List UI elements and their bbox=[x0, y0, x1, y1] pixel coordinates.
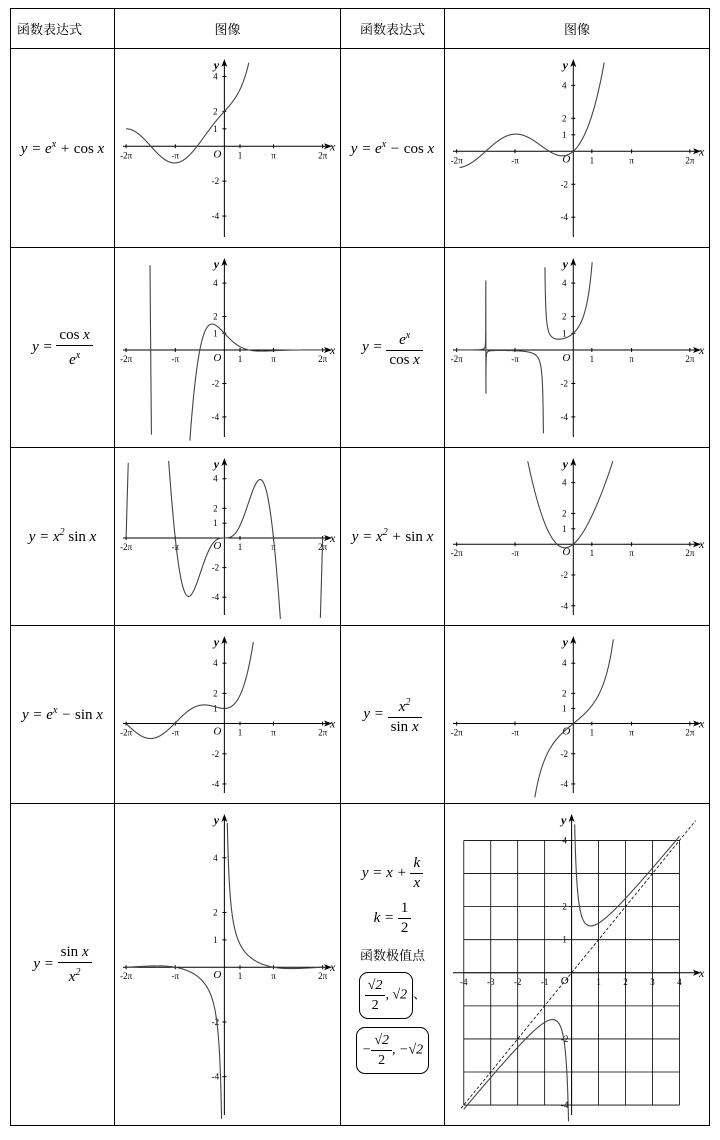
x-tick-label: 1 bbox=[237, 354, 243, 365]
y-tick-label: 1 bbox=[562, 129, 567, 140]
y-tick-label: -2 bbox=[560, 378, 569, 389]
origin-label: O bbox=[560, 974, 569, 987]
plot-group bbox=[120, 457, 336, 619]
x-tick-label: 2π bbox=[318, 727, 328, 738]
expr-exp-minus-cos: $y = e^x - \cos x$ bbox=[341, 49, 445, 248]
x-tick-label: -2π bbox=[120, 354, 133, 365]
y-tick-label: 4 bbox=[562, 477, 567, 488]
x-tick-label: 1 bbox=[237, 150, 243, 161]
y-axis-label: y bbox=[562, 58, 568, 72]
plot-group bbox=[451, 58, 705, 237]
y-tick-label: -2 bbox=[560, 1033, 569, 1044]
y-axis-label: y bbox=[213, 257, 220, 271]
x-tick-label: π bbox=[271, 354, 276, 365]
graph-cell bbox=[445, 248, 710, 448]
x-tick-label: 2 bbox=[623, 976, 628, 987]
x-axis-label: x bbox=[699, 965, 705, 980]
plot-group bbox=[120, 635, 336, 793]
y-tick-label: -4 bbox=[560, 212, 569, 223]
y-tick-label: 4 bbox=[213, 71, 218, 82]
graph-cos-over-exp bbox=[115, 248, 340, 447]
y-tick-label: 2 bbox=[213, 311, 218, 322]
x-tick-label: π bbox=[271, 541, 276, 552]
x-tick-label: π bbox=[271, 150, 276, 161]
plot-group bbox=[453, 813, 705, 1121]
y-tick-label: -2 bbox=[211, 378, 220, 389]
x-tick-label: -π bbox=[171, 541, 180, 552]
x-axis-label: x bbox=[330, 716, 336, 731]
y-tick-label: 4 bbox=[562, 658, 567, 669]
x-tick-label: 1 bbox=[237, 971, 243, 982]
function-curve bbox=[150, 265, 323, 440]
y-tick-label: 4 bbox=[562, 278, 567, 289]
y-axis-label: y bbox=[213, 813, 220, 827]
expr-sin-over-x2: y = $\frac{\text{sin x}}{x^2}$ bbox=[11, 804, 115, 1126]
y-tick-label: 2 bbox=[562, 508, 567, 519]
expr-x-plus-k-over-x bbox=[341, 804, 445, 1126]
x-tick-label: -π bbox=[511, 727, 519, 738]
origin-label: O bbox=[213, 969, 222, 982]
y-tick-label: 1 bbox=[213, 328, 218, 339]
y-tick-label: 4 bbox=[213, 852, 218, 863]
x-tick-label: -π bbox=[511, 548, 519, 559]
x-axis-label: x bbox=[699, 716, 705, 731]
x-tick-label: -π bbox=[511, 354, 519, 365]
x-tick-label: 1 bbox=[237, 727, 243, 738]
axes bbox=[450, 262, 697, 437]
x-tick-label: -2π bbox=[450, 548, 463, 559]
expr-cos-over-exp: y = $\frac{\text{cos x}}{e^x}$ bbox=[11, 248, 115, 448]
y-tick-label: 2 bbox=[213, 106, 218, 117]
x-tick-label: 1 bbox=[589, 548, 595, 559]
y-tick-label: 1 bbox=[213, 703, 218, 714]
x-tick-label: 2π bbox=[685, 155, 695, 166]
x-axis-label: x bbox=[699, 537, 705, 552]
origin-label: O bbox=[562, 153, 571, 166]
y-axis-label: y bbox=[562, 635, 568, 649]
graph-cell bbox=[115, 626, 341, 804]
y-axis-label: y bbox=[213, 58, 220, 72]
graph-exp-minus-cos bbox=[445, 49, 709, 247]
x-tick-label: π bbox=[271, 727, 276, 738]
axes bbox=[450, 462, 697, 615]
x-axis-label: x bbox=[699, 343, 705, 358]
graph-cell bbox=[445, 49, 710, 248]
x-tick-label: -3 bbox=[486, 976, 495, 987]
graph-x-plus-k-over-x bbox=[445, 804, 709, 1125]
x-tick-label: π bbox=[271, 971, 276, 982]
x-axis-label: x bbox=[330, 530, 336, 545]
x-axis-label: x bbox=[330, 343, 336, 358]
y-axis-label: y bbox=[213, 457, 220, 471]
origin-label: O bbox=[562, 725, 571, 738]
origin-label: O bbox=[213, 148, 222, 161]
func-formula: y = x + $\frac{k}{x}$ bbox=[341, 855, 444, 892]
x-tick-label: -π bbox=[511, 155, 519, 166]
graph-cell bbox=[115, 448, 341, 626]
x-axis-label: x bbox=[330, 139, 336, 154]
y-tick-label: -4 bbox=[211, 211, 220, 222]
function-curve bbox=[457, 262, 592, 433]
x-tick-label: π bbox=[629, 548, 634, 559]
x-tick-label: 1 bbox=[237, 541, 243, 552]
x-tick-label: π bbox=[629, 155, 634, 166]
header-expression-2: 函数表达式 bbox=[341, 9, 445, 49]
x-tick-label: -2π bbox=[450, 155, 463, 166]
asymptote-line bbox=[461, 821, 696, 1109]
extreme-point-1: $\frac{√2}{2}$ , √2 、 bbox=[341, 972, 444, 1019]
y-tick-label: 1 bbox=[213, 934, 218, 945]
expr-exp-over-cos: y = $\frac{e^x}{\text{cos x}}$ bbox=[341, 248, 445, 448]
x-tick-label: 2π bbox=[318, 971, 328, 982]
y-tick-label: 1 bbox=[213, 518, 218, 529]
x-tick-label: 4 bbox=[677, 976, 682, 987]
x-tick-label: 2π bbox=[685, 727, 695, 738]
y-tick-label: 4 bbox=[562, 835, 567, 846]
origin-label: O bbox=[562, 352, 571, 365]
x-tick-label: 1 bbox=[589, 155, 595, 166]
plot-group bbox=[451, 257, 705, 437]
y-axis-label: y bbox=[560, 813, 567, 827]
origin-label: O bbox=[562, 546, 571, 559]
y-tick-label: 2 bbox=[562, 113, 567, 124]
graph-x2-over-sin bbox=[445, 626, 709, 803]
plot-group bbox=[451, 457, 705, 615]
y-tick-label: -4 bbox=[211, 778, 220, 789]
x-tick-label: -2π bbox=[120, 541, 133, 552]
extreme-label: 函数极值点 bbox=[359, 949, 425, 964]
graph-cell bbox=[445, 804, 710, 1126]
x-tick-label: -π bbox=[171, 150, 180, 161]
y-tick-label: -4 bbox=[560, 600, 569, 611]
y-tick-label: 2 bbox=[213, 907, 218, 918]
header-graph-2: 图像 bbox=[445, 9, 710, 49]
point-separator: 、 bbox=[413, 987, 427, 1003]
graph-x2-sin bbox=[115, 448, 340, 625]
y-tick-label: 1 bbox=[562, 934, 567, 945]
y-tick-label: -2 bbox=[211, 176, 220, 187]
axes bbox=[453, 818, 697, 1115]
y-tick-label: 2 bbox=[213, 688, 218, 699]
x-tick-label: -2π bbox=[450, 354, 463, 365]
x-tick-label: π bbox=[629, 354, 634, 365]
y-tick-label: 4 bbox=[213, 278, 218, 289]
x-axis-label: x bbox=[330, 960, 336, 975]
x-tick-label: 2π bbox=[685, 548, 695, 559]
graph-cell bbox=[115, 49, 341, 248]
header-expression-1: 函数表达式 bbox=[11, 9, 115, 49]
function-curve bbox=[126, 63, 249, 163]
x-tick-label: 3 bbox=[650, 976, 655, 987]
x-tick-label: -4 bbox=[460, 976, 468, 987]
plot-group bbox=[120, 257, 336, 441]
x-tick-label: -2π bbox=[120, 150, 133, 161]
y-tick-label: -4 bbox=[560, 1100, 569, 1111]
y-tick-label: 2 bbox=[213, 503, 218, 514]
origin-label: O bbox=[213, 725, 222, 738]
y-tick-label: -4 bbox=[211, 1071, 220, 1082]
graph-exp-over-cos bbox=[445, 248, 709, 447]
x-tick-label: -2π bbox=[120, 971, 133, 982]
x-tick-label: π bbox=[629, 727, 634, 738]
y-tick-label: -2 bbox=[560, 179, 569, 190]
y-tick-label: 1 bbox=[562, 523, 567, 534]
x-tick-label: -π bbox=[171, 354, 180, 365]
y-axis-label: y bbox=[562, 457, 568, 471]
header-graph-1: 图像 bbox=[115, 9, 341, 49]
x-axis-label: x bbox=[699, 144, 705, 159]
x-tick-label: 1 bbox=[589, 727, 595, 738]
x-tick-label: -2 bbox=[513, 976, 522, 987]
expr-x2-plus-sin: $y = x^2 + \sin x$ bbox=[341, 448, 445, 626]
x-tick-label: 1 bbox=[596, 976, 601, 987]
x-tick-label: -1 bbox=[540, 976, 549, 987]
origin-label: O bbox=[213, 539, 222, 552]
x-tick-label: 1 bbox=[589, 354, 595, 365]
y-tick-label: 4 bbox=[213, 658, 218, 669]
graph-x2-plus-sin bbox=[445, 448, 709, 625]
y-tick-label: -2 bbox=[211, 748, 220, 759]
y-tick-label: -2 bbox=[560, 748, 569, 759]
x-tick-label: 2π bbox=[318, 150, 328, 161]
y-tick-label: -4 bbox=[560, 778, 569, 789]
y-tick-label: -4 bbox=[211, 411, 220, 422]
y-axis-label: y bbox=[562, 257, 568, 271]
y-tick-label: 4 bbox=[213, 473, 218, 484]
y-tick-label: -4 bbox=[211, 592, 220, 603]
x-tick-label: -π bbox=[171, 971, 180, 982]
function-curve bbox=[460, 63, 605, 168]
y-tick-label: -2 bbox=[211, 1016, 220, 1027]
expr-exp-minus-sin: $y = e^x - \sin x$ bbox=[11, 626, 115, 804]
expr-exp-plus-cos: $y = e^x + \cos x$ bbox=[11, 49, 115, 248]
y-axis-label: y bbox=[213, 635, 220, 649]
graph-sin-over-x2 bbox=[115, 804, 340, 1125]
extreme-point-2: − $\frac{√2}{2}$ , −√2 bbox=[341, 1027, 444, 1074]
y-tick-label: -2 bbox=[211, 562, 220, 573]
graph-cell bbox=[445, 448, 710, 626]
axes bbox=[123, 818, 328, 1115]
x-tick-label: 2π bbox=[318, 354, 328, 365]
graph-cell bbox=[445, 626, 710, 804]
x-tick-label: 2π bbox=[685, 354, 695, 365]
function-curve bbox=[528, 461, 613, 548]
origin-label: O bbox=[213, 352, 222, 365]
y-tick-label: -2 bbox=[560, 569, 569, 580]
k-value: k = $\frac{1}{2}$ bbox=[341, 900, 444, 937]
y-tick-label: 4 bbox=[562, 80, 567, 91]
plot-group bbox=[120, 58, 336, 237]
y-tick-label: 2 bbox=[562, 688, 567, 699]
y-tick-label: 1 bbox=[213, 123, 218, 134]
y-tick-label: 2 bbox=[562, 901, 567, 912]
graph-exp-plus-cos bbox=[115, 49, 340, 247]
y-tick-label: 1 bbox=[562, 328, 567, 339]
x-tick-label: 2π bbox=[318, 541, 328, 552]
graph-cell bbox=[115, 804, 341, 1126]
expr-x2-over-sin: y = $\frac{x^2}{\text{sin x}}$ bbox=[341, 626, 445, 804]
plot-group bbox=[451, 635, 705, 797]
x-tick-label: -2π bbox=[120, 727, 133, 738]
function-graph-table bbox=[10, 8, 710, 1126]
expr-x2-sin: $y = x^2$ sin x bbox=[11, 448, 115, 626]
graph-exp-minus-sin bbox=[115, 626, 340, 803]
y-tick-label: -4 bbox=[560, 411, 569, 422]
y-tick-label: 2 bbox=[562, 311, 567, 322]
x-tick-label: -π bbox=[171, 727, 180, 738]
plot-group bbox=[120, 813, 336, 1119]
graph-cell bbox=[115, 248, 341, 448]
y-tick-label: 1 bbox=[562, 703, 567, 714]
x-tick-label: -2π bbox=[450, 727, 463, 738]
